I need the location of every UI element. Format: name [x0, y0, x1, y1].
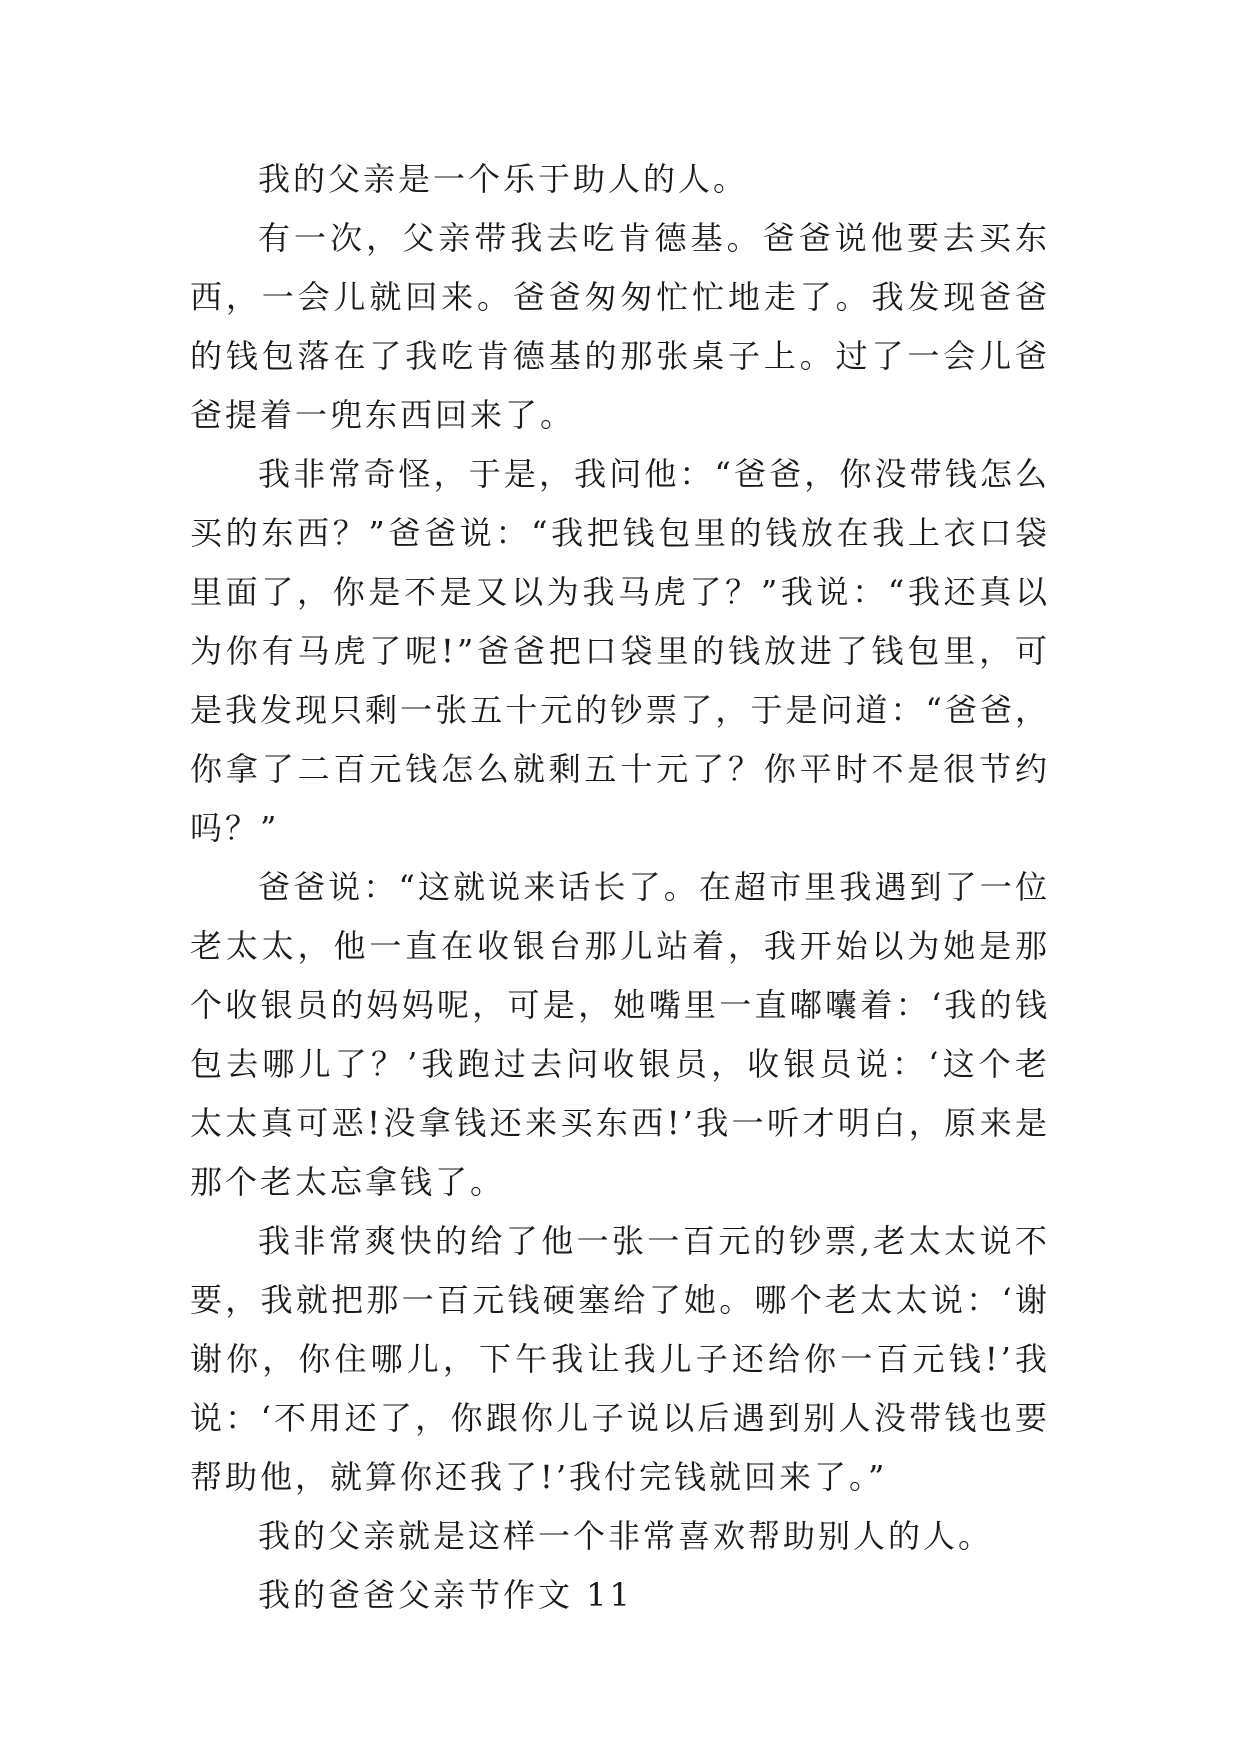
paragraph-5: 我非常爽快的给了他一张一百元的钞票,老太太说不要，我就把那一百元钱硬塞给了她。哪个老太太说：‘谢谢你，你住哪儿，下午我让我儿子还给你一百元钱!’我说：‘不用还了，你跟你儿子说以后遇到别人没带钱也要帮助他，就算你还我了!’我付完钱就回来了。” — [190, 1222, 1050, 1496]
paragraph-1: 我的父亲是一个乐于助人的人。 — [258, 160, 749, 198]
next-essay-heading: 我的爸爸父亲节作文 11 — [258, 1576, 633, 1614]
document-body — [190, 150, 1050, 1625]
paragraph-3: 我非常奇怪，于是，我问他：“爸爸，你没带钱怎么买的东西？”爸爸说：“我把钱包里的钱放在我上衣口袋里面了，你是不是又以为我马虎了？”我说：“我还真以为你有马虎了呢!”爸爸把口袋里的钱放进了钱包里，可是我发现只剩一张五十元的钞票了，于是问道：“爸爸，你拿了二百元钱怎么就剩五十元了？你平时不是很节约吗？” — [190, 455, 1050, 847]
paragraph-2: 有一次，父亲带我去吃肯德基。爸爸说他要去买东西，一会儿就回来。爸爸匆匆忙忙地走了。我发现爸爸的钱包落在了我吃肯德基的那张桌子上。过了一会儿爸爸提着一兜东西回来了。 — [190, 219, 1050, 434]
paragraph-6: 我的父亲就是这样一个非常喜欢帮助别人的人。 — [258, 1517, 994, 1555]
paragraph-4: 爸爸说：“这就说来话长了。在超市里我遇到了一位老太太，他一直在收银台那儿站着，我开始以为她是那个收银员的妈妈呢，可是，她嘴里一直嘟囔着：‘我的钱包去哪儿了？’我跑过去问收银员，收银员说：‘这个老太太真可恶!没拿钱还来买东西!’我一听才明白，原来是那个老太忘拿钱了。 — [190, 868, 1050, 1201]
